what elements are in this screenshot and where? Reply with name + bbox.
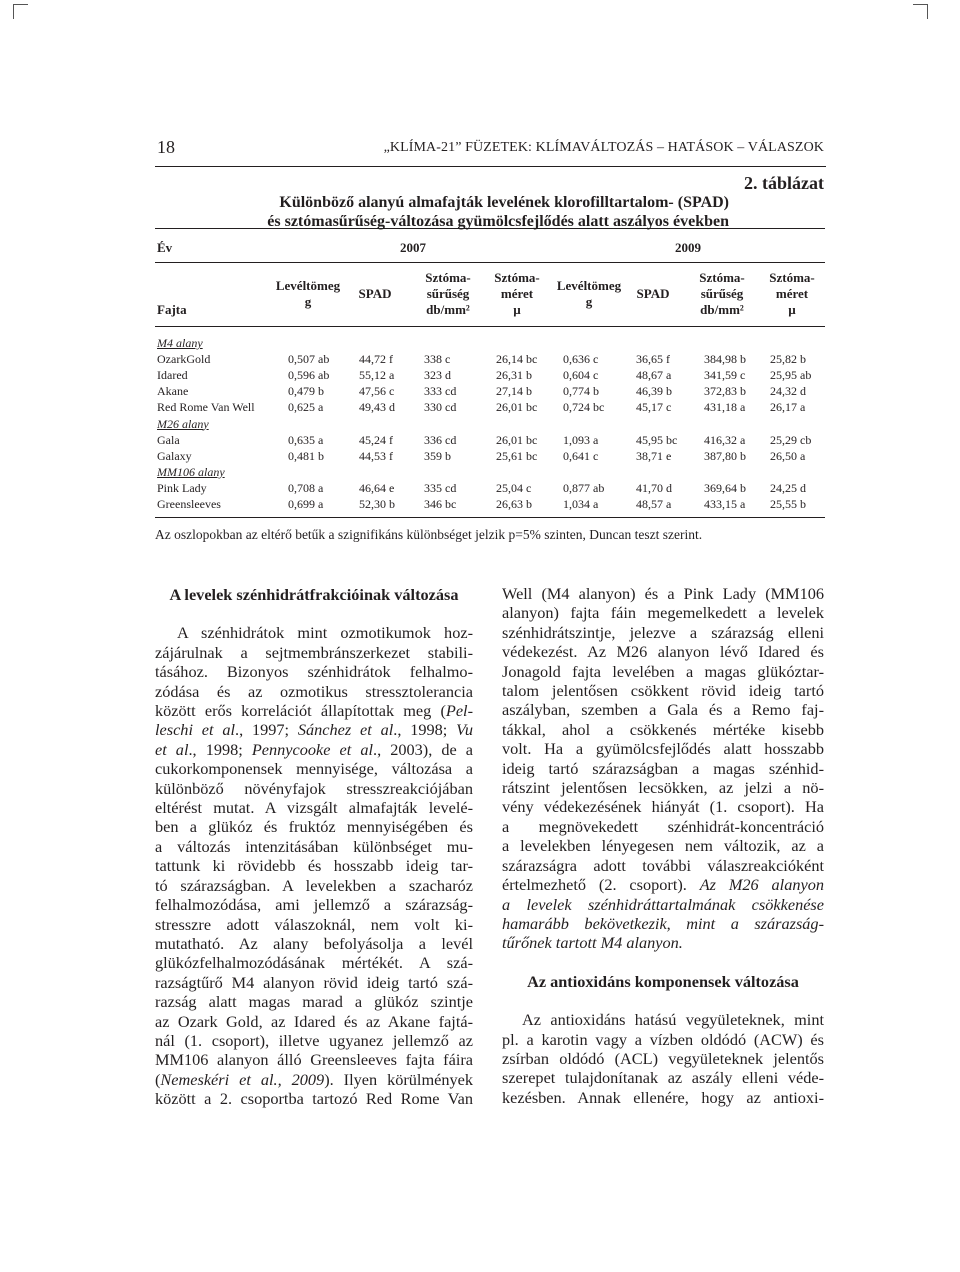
column-header-5-line-1: Levéltömeg — [556, 278, 622, 293]
column-header-3-line-3: db/mm² — [426, 302, 470, 317]
table-cell: 45,24 f — [359, 432, 393, 447]
text-line — [155, 1031, 473, 1050]
text-run: között a 2. csoportba tartozó Red Rome Van — [155, 1089, 473, 1109]
fajta-header: Fajta — [157, 302, 187, 317]
text-run: az Ozark Gold, az Idared és az Akane fajtá- — [155, 1011, 473, 1031]
right-column — [502, 584, 824, 1107]
column-header-4-line-1: Sztóma- — [494, 270, 540, 285]
text-line — [502, 817, 824, 836]
table-cell: 372,83 b — [704, 384, 746, 399]
text-run: Az M26 alanyon — [699, 875, 824, 895]
table-cell: 0,699 a — [288, 497, 324, 511]
text-run: tásához. Bizonyos szénhidrátok felhalmo- — [155, 662, 473, 682]
text-run: Vu — [456, 720, 474, 740]
header-rule — [155, 166, 826, 167]
table-cell: 341,59 c — [704, 368, 746, 383]
text-run: talom jelentősen csökkent rövid ideig tartó — [502, 681, 824, 701]
table-cell: 47,56 c — [359, 384, 395, 399]
text-run: vény védekezésének hiányát (1. csoport). Ha — [502, 797, 824, 817]
table-cell: 25,55 b — [770, 497, 806, 511]
table-cell: 0,724 bc — [563, 400, 605, 415]
table-cell: 45,17 c — [636, 400, 672, 415]
text-run: a levelek szénhidráttartalmának csökkenése — [502, 894, 824, 914]
table-cell: 26,14 bc — [496, 352, 538, 367]
text-line — [502, 1088, 824, 1107]
text-run: Well (M4 alanyon) és a Pink Lady (MM106 — [502, 584, 824, 603]
text-line — [155, 643, 473, 662]
header-rule-bottom — [155, 326, 825, 327]
variety-name: Idared — [157, 368, 188, 383]
text-line — [155, 856, 473, 875]
text-run: kezésben. Annak ellenére, hogy az antioxi- — [502, 1087, 824, 1107]
text-run: ., 1998; — [393, 720, 457, 740]
column-header-3-line-1: Sztóma- — [425, 270, 471, 285]
right-paragraph-2 — [502, 1010, 824, 1107]
text-line — [502, 856, 824, 875]
text-line — [502, 603, 824, 622]
text-line — [155, 740, 473, 759]
text-run: Az antioxidáns hatású vegyületeknek, mint — [522, 1010, 824, 1030]
crop-mark-top-right — [913, 4, 928, 19]
column-header-8-line-2: méret — [775, 286, 809, 301]
text-run: felhalmozódása, ami jellemző a szárazság- — [155, 895, 473, 915]
table-cell: 45,95 bc — [636, 432, 678, 447]
text-run: MM106 alanyon álló Greensleeves fajta fáira — [155, 1050, 473, 1070]
text-line — [502, 720, 824, 739]
table-cell: 0,481 b — [288, 448, 324, 463]
text-run: glükózfelhalmozódásának mértékét. A szá- — [155, 953, 473, 973]
text-run: védekezést. Az M26 alanyon lévő Idared és — [502, 642, 824, 662]
table-cell: 44,72 f — [359, 352, 393, 367]
text-line — [502, 875, 824, 894]
text-line — [502, 1049, 824, 1068]
text-line — [155, 973, 473, 992]
variety-name: Gala — [157, 432, 180, 447]
text-line — [502, 836, 824, 855]
column-header-7-line-2: sűrűség — [700, 286, 744, 301]
text-run: volt. Ha a gyümölcsfejlődés alatt hosszabb — [502, 739, 824, 759]
table-cell: 25,04 c — [496, 480, 532, 495]
rootstock-group-label: M26 alany — [157, 416, 209, 431]
text-line — [502, 662, 824, 681]
column-header-5-line-2: g — [585, 294, 593, 309]
table-cell: 46,39 b — [636, 384, 672, 399]
table-cell: 1,093 a — [563, 432, 599, 447]
column-header-2-line-1: SPAD — [358, 286, 392, 301]
table-cell: 55,12 a — [359, 368, 395, 383]
year-2009: 2009 — [675, 240, 701, 255]
table-cell: 26,17 a — [770, 400, 806, 415]
text-line — [155, 1089, 473, 1108]
table-cell: 384,98 b — [704, 352, 746, 367]
table-cell: 0,604 c — [563, 368, 599, 383]
column-header-1-line-2: g — [304, 294, 312, 309]
text-line — [502, 642, 824, 661]
table-cell: 433,15 a — [704, 497, 746, 511]
text-run: leschi et al — [155, 720, 236, 740]
text-run: különböző növényfajok stresszreakciójában — [155, 778, 473, 798]
table-cell: 431,18 a — [704, 400, 746, 415]
text-run: értelmezhető (2. csoport). — [502, 875, 700, 895]
table-cell: 0,507 ab — [288, 352, 330, 367]
table-cell: 0,708 a — [288, 480, 324, 495]
text-run: A szénhidrátok mint ozmotikumok hoz- — [177, 623, 473, 643]
text-line — [155, 915, 473, 934]
text-run: nál (1. csoport), illetve ugyanez jellemző az — [155, 1030, 473, 1050]
table-cell: 336 cd — [424, 432, 457, 447]
text-line — [155, 682, 473, 701]
text-line — [155, 1070, 473, 1089]
variety-name: Red Rome Van Well — [157, 400, 255, 415]
column-header-4-line-2: méret — [500, 286, 534, 301]
table-cell: 36,65 f — [636, 352, 670, 367]
column-header-7-line-1: Sztóma- — [699, 270, 745, 285]
text-line — [502, 700, 824, 719]
text-line — [155, 934, 473, 953]
table-cell: 25,61 bc — [496, 448, 538, 463]
text-line — [502, 739, 824, 758]
text-run: ., 1997; — [235, 720, 298, 740]
text-line — [155, 701, 473, 720]
table-footnote: Az oszlopokban az eltérő betűk a szignifikáns különbséget jelzik p=5% szinten, Duncan teszt szerint. — [155, 527, 703, 542]
data-table — [155, 228, 825, 518]
table-cell: 48,57 a — [636, 497, 672, 511]
text-line — [155, 779, 473, 798]
text-run: szénhidrátszintje, jelezve a szárazság elleni — [502, 622, 824, 642]
text-run: ben a glükóz és fruktóz mennyiségében és — [155, 817, 473, 837]
table-cell: 27,14 b — [496, 384, 532, 399]
variety-name: Galaxy — [157, 448, 192, 463]
text-line — [155, 662, 473, 681]
column-header-6-line-1: SPAD — [636, 286, 670, 301]
text-run: cukorkomponensek mennyisége, változása a — [155, 759, 473, 779]
text-run: ( — [155, 1069, 161, 1089]
table-cell: 26,63 b — [496, 497, 532, 511]
text-run: zájárulnak a sejtmembránszerkezet stabili- — [155, 642, 473, 662]
text-run: Sánchez et al — [297, 720, 394, 740]
table-cell: 0,625 a — [288, 400, 324, 415]
text-run: Pennycooke et al — [251, 739, 374, 759]
table-cell: 338 c — [424, 352, 451, 367]
text-run: stresszre adott válaszoknál, nem volt ki- — [155, 914, 473, 934]
table-cell: 0,596 ab — [288, 368, 330, 383]
rootstock-group-label: MM106 alany — [157, 464, 225, 479]
text-run: szárazságra adott további válaszreakcióként — [502, 855, 824, 875]
text-line — [502, 1010, 824, 1029]
table-cell: 46,64 e — [359, 480, 395, 495]
table-cell: 0,636 c — [563, 352, 599, 367]
text-line — [155, 798, 473, 817]
table-cell: 44,53 f — [359, 448, 393, 463]
text-line — [155, 895, 473, 914]
left-column — [155, 585, 473, 1109]
crop-mark-top-left — [13, 4, 28, 19]
table-cell: 416,32 a — [704, 432, 746, 447]
caption-line-1: Különböző alanyú almafajták levelének klorofilltartalom- (SPAD) — [279, 194, 729, 211]
text-run: tó szárazságban. A levelekben a szacharóz — [155, 875, 473, 895]
left-paragraph — [155, 623, 473, 1108]
table-cell: 1,034 a — [563, 497, 599, 511]
column-header-4-line-3: µ — [513, 302, 521, 317]
text-run: et al — [155, 739, 189, 759]
text-run: Jonagold fajta levelében a magas glükóztar- — [502, 661, 824, 681]
table-cell: 49,43 d — [359, 400, 395, 415]
text-line — [502, 681, 824, 700]
text-line — [155, 876, 473, 895]
text-line — [502, 797, 824, 816]
table-cell: 25,82 b — [770, 352, 806, 367]
table-cell: 359 b — [424, 448, 451, 463]
table-number: 2. táblázat — [744, 173, 824, 193]
text-line — [155, 759, 473, 778]
table-cell: 335 cd — [424, 480, 457, 495]
text-line — [502, 759, 824, 778]
page-number: 18 — [157, 137, 175, 157]
text-run: ). Ilyen körülmények — [324, 1069, 473, 1089]
year-2007: 2007 — [400, 240, 426, 255]
text-line — [502, 1068, 824, 1087]
text-line — [502, 584, 824, 603]
table-cell: 387,80 b — [704, 448, 746, 463]
table-cell: 0,877 ab — [563, 480, 605, 495]
text-run: mutatható. Az alany befolyásolja a levél — [155, 933, 473, 953]
section-title-antioxidants: Az antioxidáns komponensek változása — [527, 971, 799, 991]
text-run: ., 1998; — [188, 739, 252, 759]
year-label: Év — [157, 240, 173, 255]
table-cell: 52,30 b — [359, 497, 395, 511]
text-line — [502, 1030, 824, 1049]
text-run: alanyon) fajta fáin megemelkedett a levelek — [502, 603, 824, 623]
table-cell: 0,635 a — [288, 432, 324, 447]
text-line — [155, 623, 473, 642]
text-line — [502, 914, 824, 933]
table-cell: 24,25 d — [770, 480, 806, 495]
column-header-1-line-1: Levéltömeg — [275, 278, 341, 293]
text-line — [155, 992, 473, 1011]
table-cell: 38,71 e — [636, 448, 672, 463]
table-cell: 26,01 bc — [496, 400, 538, 415]
text-run: aszályban, szemben a Gala és a Remo faj- — [502, 700, 824, 720]
text-line — [502, 895, 824, 914]
text-run: tattunk ki rövidebb és hosszabb ideig tar- — [155, 856, 473, 876]
column-header-8-line-3: µ — [788, 302, 796, 317]
table-cell: 25,29 cb — [770, 432, 812, 447]
right-paragraph-1 — [502, 584, 824, 953]
text-run: eltérést mutat. A vizsgált almafajták levelé- — [155, 798, 473, 818]
text-line — [155, 1050, 473, 1069]
table-cell: 26,50 a — [770, 448, 806, 463]
text-line — [502, 778, 824, 797]
column-header-7-line-3: db/mm² — [700, 302, 744, 317]
table-cell: 0,641 c — [563, 448, 599, 463]
text-line — [155, 1012, 473, 1031]
text-run: rátszint jelentősen lecsökken, az jelzi a nö- — [502, 778, 824, 798]
variety-name: OzarkGold — [157, 352, 211, 367]
text-run: zsírban oldódó (ACL) vegyületeknek jelentős — [502, 1048, 824, 1068]
text-run: hamarább bekövetkezik, mint a szárazság- — [502, 913, 824, 933]
text-run: a megnövekedett szénhidrát-koncentráció — [502, 816, 824, 836]
table-cell: 48,67 a — [636, 368, 672, 383]
text-line — [155, 953, 473, 972]
text-line — [502, 933, 824, 952]
text-run: a változás intenzitásában különbséget mu- — [155, 836, 473, 856]
rootstock-group-label: M4 alany — [157, 336, 203, 350]
text-line — [155, 720, 473, 739]
table-cell: 323 d — [424, 368, 451, 383]
table-cell: 24,32 d — [770, 384, 806, 399]
variety-name: Akane — [157, 384, 189, 399]
text-run: között erős korrelációt állapítottak meg ( — [155, 701, 446, 721]
table-cell: 0,479 b — [288, 384, 324, 399]
text-run: razság alatt magas marad a glükóz szintje — [155, 992, 473, 1012]
text-run: ideig tartó szárazságban a magas szénhid- — [502, 758, 824, 778]
year-rule — [155, 262, 825, 263]
table-cell: 346 bc — [424, 497, 457, 511]
text-run: tákkal, ahol a csökkenés mértéke kisebb — [502, 719, 824, 739]
table-cell: 26,31 b — [496, 368, 532, 383]
text-run: tűrőnek tartott M4 alanyon. — [502, 933, 683, 953]
text-run: razságtűrő M4 alanyon rövid ideig tartó szá- — [155, 972, 473, 992]
table-cell: 0,774 b — [563, 384, 599, 399]
variety-name: Greensleeves — [157, 497, 221, 511]
text-run: Nemeskéri et al., 2009 — [160, 1069, 325, 1089]
table-cell: 369,64 b — [704, 480, 746, 495]
running-title: „KLÍMA-21” FÜZETEK: KLÍMAVÁLTOZÁS – HATÁSOK – VÁLASZOK — [383, 140, 824, 155]
text-line — [502, 623, 824, 642]
text-run: zódása és az ozmotikus stressztolerancia — [155, 681, 473, 701]
column-header-8-line-1: Sztóma- — [769, 270, 815, 285]
table-cell: 41,70 d — [636, 480, 672, 495]
text-line — [155, 837, 473, 856]
text-run: Pel- — [445, 701, 473, 721]
table-cell: 330 cd — [424, 400, 457, 415]
variety-name: Pink Lady — [157, 480, 207, 495]
column-header-3-line-2: sűrűség — [426, 286, 470, 301]
caption-line-2: és sztómasűrűség-változása gyümölcsfejlődés alatt aszályos években — [267, 213, 729, 230]
table-cell: 25,95 ab — [770, 368, 812, 383]
text-run: ., 2003), de a — [373, 739, 474, 759]
text-line — [155, 817, 473, 836]
table-caption — [155, 193, 729, 231]
table-cell: 26,01 bc — [496, 432, 538, 447]
section-title-carbohydrates: A levelek szénhidrátfrakcióinak változása — [169, 585, 459, 604]
table-cell: 333 cd — [424, 384, 457, 399]
text-run: szerepet tulajdonítanak az aszály elleni véde- — [502, 1068, 824, 1088]
text-run: pl. a karotin vagy a vízben oldódó (ACW) és — [502, 1029, 824, 1049]
text-run: a levelekben lényegesen nem változik, az a — [502, 836, 824, 856]
